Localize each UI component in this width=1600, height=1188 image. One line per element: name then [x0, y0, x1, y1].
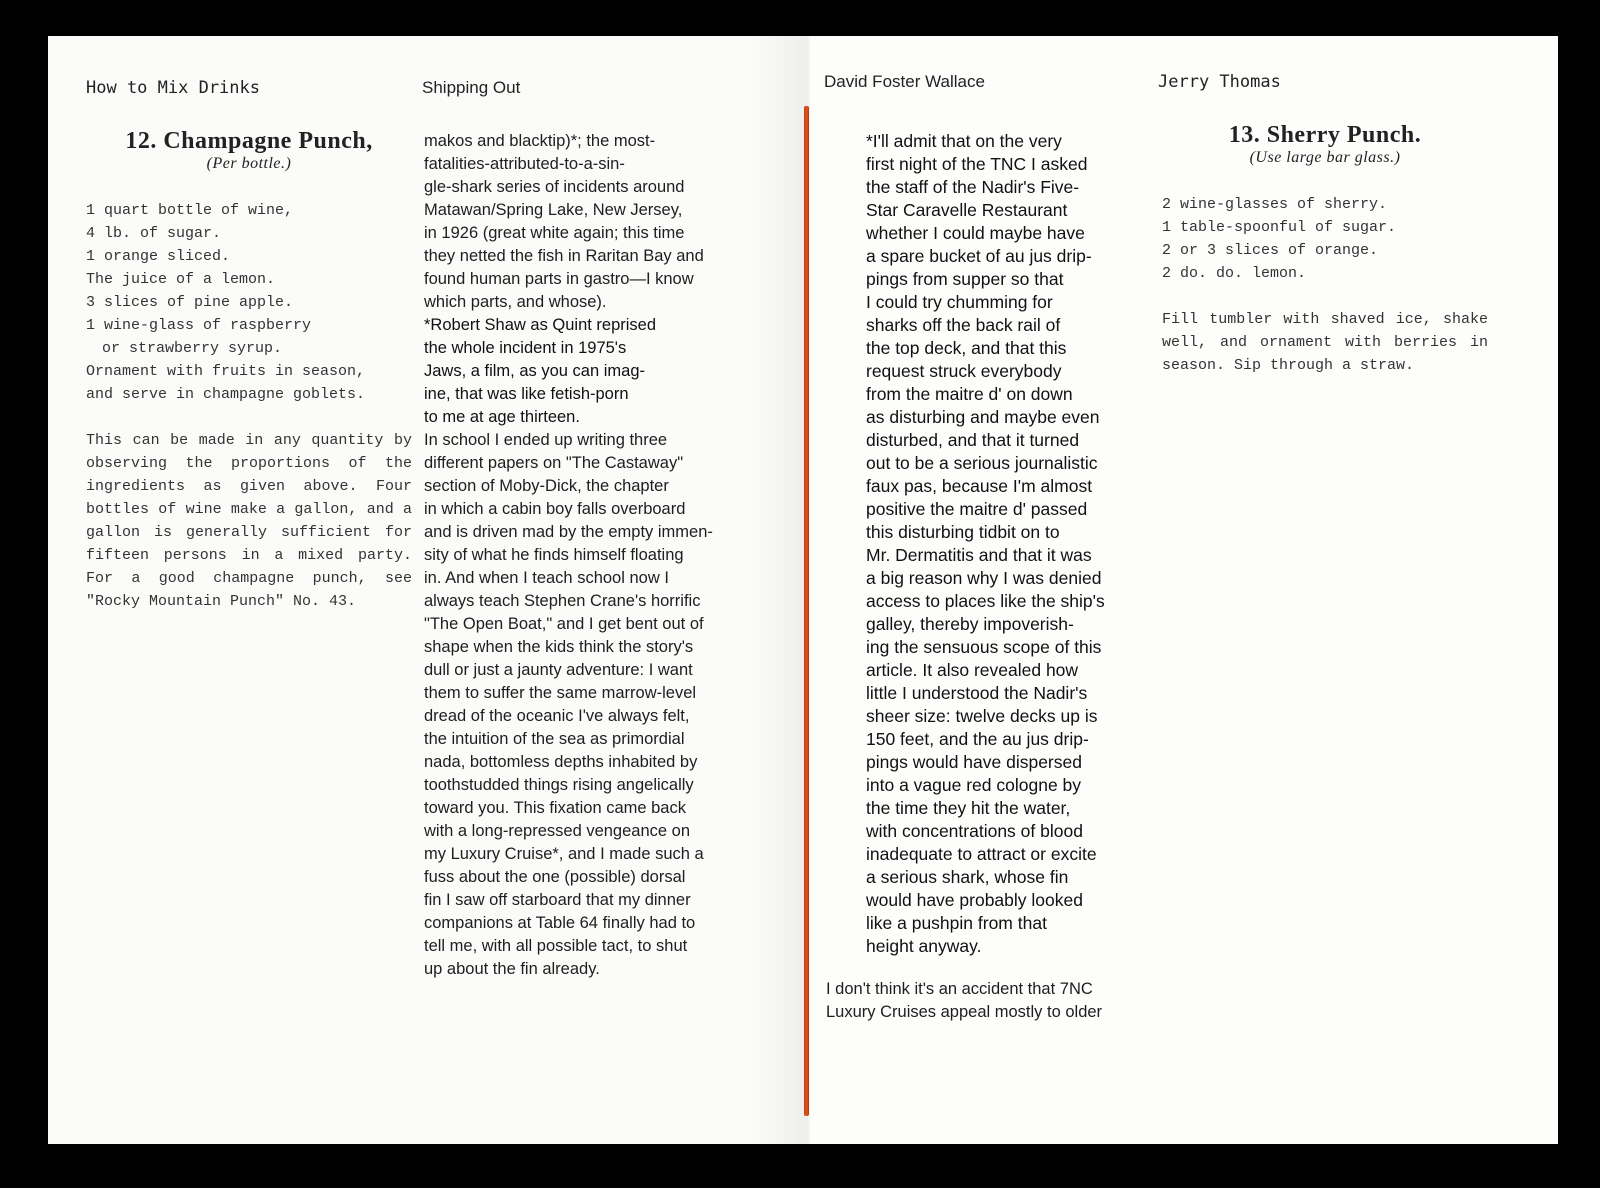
text-line: companions at Table 64 finally had to [424, 914, 696, 932]
text-line: sheer size: twelve decks up is [866, 706, 1098, 726]
text-line: in. And when I teach school now I [424, 569, 669, 587]
text-line: galley, thereby impoverish- [866, 614, 1074, 634]
ingredient-item: Ornament with fruits in season, [86, 363, 366, 380]
essay-column-left [424, 130, 754, 981]
text-line: would have probably looked [866, 890, 1083, 910]
text-line: request struck everybody [866, 361, 1062, 381]
text-line: sharks off the back rail of [866, 315, 1061, 335]
ingredient-item: 4 lb. of sugar. [86, 225, 222, 242]
text-line: toward you. This fixation came back [424, 799, 686, 817]
text-line: which parts, and whose). [424, 293, 607, 311]
open-book [48, 36, 1558, 1144]
text-line: pings would have dispersed [866, 752, 1082, 772]
text-line: makos and blacktip)*; the most- [424, 132, 656, 150]
running-head-right: Jerry Thomas [1158, 72, 1281, 92]
text-line: fatalities-attributed-to-a-sin- [424, 155, 625, 173]
text-line: them to suffer the same marrow-level [424, 684, 697, 702]
ingredient-item: The juice of a lemon. [86, 271, 276, 288]
text-line: Mr. Dermatitis and that it was [866, 545, 1092, 565]
text-line: the top deck, and that this [866, 338, 1067, 358]
text-line: into a vague red cologne by [866, 775, 1082, 795]
essay-column-right [826, 978, 1156, 1024]
text-line: disturbed, and that it turned [866, 430, 1080, 450]
text-line: dread of the oceanic I've always felt, [424, 707, 690, 725]
ingredient-item: 2 wine-glasses of sherry. [1162, 196, 1388, 213]
text-line: "The Open Boat," and I get bent out of [424, 615, 704, 633]
text-line: Star Caravelle Restaurant [866, 200, 1068, 220]
ingredient-item: 1 quart bottle of wine, [86, 202, 294, 219]
text-line: Jaws, a film, as you can imag- [424, 362, 645, 380]
text-line: fin I saw off starboard that my dinner [424, 891, 691, 909]
recipe-note: Fill tumbler with shaved ice, shake well, and ornament with berries in season. Sip through a straw. [1162, 311, 1488, 374]
text-line: Matawan/Spring Lake, New Jersey, [424, 201, 683, 219]
left-page [48, 36, 808, 1144]
text-line: ine, that was like fetish-porn [424, 385, 629, 403]
text-line: gle-shark series of incidents around [424, 178, 685, 196]
ingredient-list [1162, 193, 1488, 285]
ingredient-item: 3 slices of pine apple. [86, 294, 294, 311]
text-line: they netted the fish in Raritan Bay and [424, 247, 704, 265]
text-line: a big reason why I was denied [866, 568, 1102, 588]
text-line: a spare bucket of au jus drip- [866, 246, 1092, 266]
ingredient-item: and serve in champagne goblets. [86, 386, 366, 403]
text-line: a serious shark, whose fin [866, 867, 1069, 887]
text-line: my Luxury Cruise*, and I made such a [424, 845, 704, 863]
text-line: the whole incident in 1975's [424, 339, 627, 357]
ingredient-item: 1 orange sliced. [86, 248, 231, 265]
essay-paragraph [424, 130, 754, 314]
running-head-left: David Foster Wallace [824, 72, 985, 91]
text-line: *I'll admit that on the very [866, 131, 1062, 151]
running-head-right: Shipping Out [422, 78, 521, 97]
ingredient-item: 2 do. do. lemon. [1162, 265, 1307, 282]
text-line: with concentrations of blood [866, 821, 1083, 841]
text-line: I could try chumming for [866, 292, 1053, 312]
text-line: dull or just a jaunty adventure: I want [424, 661, 693, 679]
text-line: as disturbing and maybe even [866, 407, 1100, 427]
text-line: section of Moby-Dick, the chapter [424, 477, 669, 495]
text-line: ing the sensuous scope of this [866, 637, 1102, 657]
running-head-left: How to Mix Drinks [86, 78, 260, 98]
text-line: like a pushpin from that [866, 913, 1047, 933]
text-line: out to be a serious journalistic [866, 453, 1098, 473]
text-line: different papers on "The Castaway" [424, 454, 684, 472]
essay-paragraph [424, 429, 754, 981]
text-line: I don't think it's an accident that 7NC [826, 980, 1093, 998]
ingredient-item: or strawberry syrup. [102, 340, 283, 357]
text-line: first night of the TNC I asked [866, 154, 1088, 174]
text-line: article. It also revealed how [866, 660, 1079, 680]
recipe-column-right [1162, 122, 1488, 392]
text-line: found human parts in gastro—I know [424, 270, 694, 288]
recipe-title: 12. Champagne Punch, [125, 128, 373, 154]
text-line: up about the fin already. [424, 960, 600, 978]
text-line: from the maitre d' on down [866, 384, 1073, 404]
text-line: pings from supper so that [866, 269, 1064, 289]
text-line: sity of what he finds himself floating [424, 546, 684, 564]
gutter-shadow [748, 36, 808, 1144]
ingredient-item: 2 or 3 slices of orange. [1162, 242, 1379, 259]
ingredient-item: 1 table-spoonful of sugar. [1162, 219, 1397, 236]
text-line: shape when the kids think the story's [424, 638, 694, 656]
binding-thread [804, 106, 809, 1116]
text-line: in 1926 (great white again; this time [424, 224, 685, 242]
footnote [866, 130, 1166, 958]
recipe-subtitle: (Per bottle.) [206, 155, 292, 172]
text-line: in which a cabin boy falls overboard [424, 500, 686, 518]
text-line: height anyway. [866, 936, 982, 956]
footnote [424, 314, 754, 429]
text-line: *Robert Shaw as Quint reprised [424, 316, 657, 334]
ingredient-item: 1 wine-glass of raspberry [86, 317, 312, 334]
ingredient-list [86, 199, 412, 406]
text-line: whether I could maybe have [866, 223, 1085, 243]
recipe-subtitle: (Use large bar glass.) [1249, 149, 1401, 166]
recipe-column-left [86, 128, 412, 628]
text-line: 150 feet, and the au jus drip- [866, 729, 1089, 749]
text-line: always teach Stephen Crane's horrific [424, 592, 701, 610]
text-line: the time they hit the water, [866, 798, 1071, 818]
recipe-title: 13. Sherry Punch. [1228, 122, 1422, 148]
text-line: this disturbing tidbit on to [866, 522, 1060, 542]
right-page [810, 36, 1558, 1144]
text-line: tell me, with all possible tact, to shut [424, 937, 688, 955]
text-line: with a long-repressed vengeance on [424, 822, 691, 840]
text-line: fuss about the one (possible) dorsal [424, 868, 686, 886]
text-line: Luxury Cruises appeal mostly to older [826, 1003, 1103, 1021]
text-line: the staff of the Nadir's Five- [866, 177, 1080, 197]
text-line: inadequate to attract or excite [866, 844, 1097, 864]
text-line: faux pas, because I'm almost [866, 476, 1093, 496]
text-line: little I understood the Nadir's [866, 683, 1088, 703]
text-line: and is driven mad by the empty immen- [424, 523, 713, 541]
text-line: toothstudded things rising angelically [424, 776, 694, 794]
recipe-note: This can be made in any quantity by observing the proportions of the ingredients as given above. Four bottles of wine make a gallon, and a gallon is generally sufficient for fifteen persons in a mixed party. For a good champagne punch, see "Rocky Mountain Punch" No. 43. [86, 432, 412, 610]
text-line: positive the maitre d' passed [866, 499, 1088, 519]
text-line: nada, bottomless depths inhabited by [424, 753, 698, 771]
essay-paragraph [826, 978, 1156, 1024]
footnote-right [866, 130, 1166, 958]
text-line: to me at age thirteen. [424, 408, 580, 426]
text-line: the intuition of the sea as primordial [424, 730, 685, 748]
text-line: access to places like the ship's [866, 591, 1105, 611]
text-line: In school I ended up writing three [424, 431, 668, 449]
